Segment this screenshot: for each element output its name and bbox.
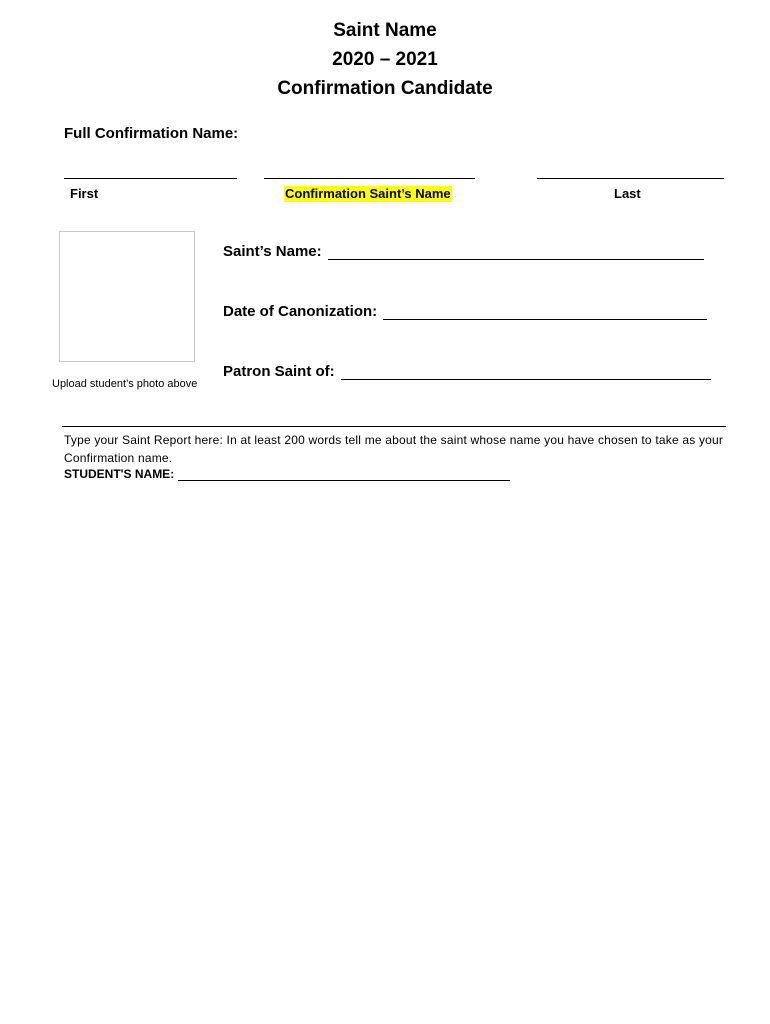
saint-name-field[interactable] xyxy=(264,178,475,179)
saints-name-row xyxy=(223,243,704,260)
document-subtitle: Confirmation Candidate xyxy=(277,78,493,99)
report-instructions[interactable]: Type your Saint Report here: In at least 200 words tell me about the saint whose name you have chosen to take as your Confirmation name. xyxy=(64,433,724,465)
patron-row xyxy=(223,363,711,380)
patron-label: Patron Saint of: xyxy=(223,363,335,380)
saints-name-label: Saint’s Name: xyxy=(223,243,322,260)
student-name-label: STUDENT'S NAME: xyxy=(64,467,175,481)
canonization-row xyxy=(223,303,707,320)
last-name-caption: Last xyxy=(614,186,641,201)
first-name-caption: First xyxy=(70,186,99,201)
student-name-input[interactable] xyxy=(178,468,510,481)
canonization-date-input[interactable] xyxy=(383,305,707,320)
school-year: 2020 – 2021 xyxy=(332,49,438,70)
student-name-row xyxy=(64,467,510,481)
saint-name-caption: Confirmation Saint’s Name xyxy=(285,186,451,201)
section-divider xyxy=(62,426,726,427)
first-name-field[interactable] xyxy=(64,178,237,179)
canonization-label: Date of Canonization: xyxy=(223,303,378,320)
photo-upload-box[interactable] xyxy=(59,231,195,362)
saints-name-input[interactable] xyxy=(328,245,704,260)
full-name-label: Full Confirmation Name: xyxy=(64,125,239,142)
document-title: Saint Name xyxy=(333,20,437,41)
photo-caption: Upload student’s photo above xyxy=(52,378,198,390)
patron-input[interactable] xyxy=(341,365,711,380)
last-name-field[interactable] xyxy=(537,178,724,179)
